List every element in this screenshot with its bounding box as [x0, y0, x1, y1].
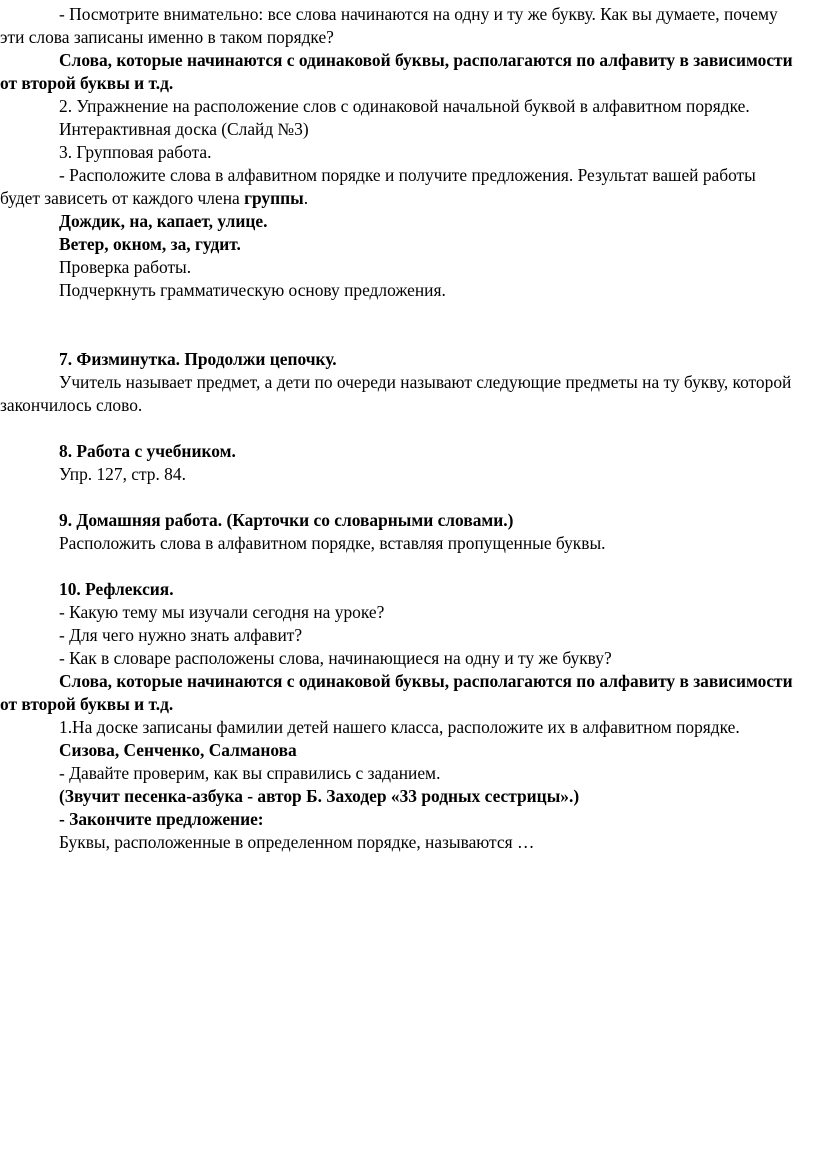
group-task-bold-word: группы [244, 188, 304, 208]
paragraph-rule-alphabet-repeat: Слова, которые начинаются с одинаковой буквы, располагаются по алфавиту в зависимости от второй буквы и т.д. [0, 671, 793, 714]
section-9-text: Расположить слова в алфавитном порядке, вставляя пропущенные буквы. [59, 533, 606, 553]
reflection-question-1: - Какую тему мы изучали сегодня на уроке? [59, 602, 385, 622]
sentence-words-1: Дождик, на, капает, улице. [59, 211, 268, 231]
sentence-words-2: Ветер, окном, за, гудит. [59, 234, 241, 254]
spacer [0, 486, 800, 509]
section-9-title: 9. Домашняя работа. (Карточки со словарными словами.) [59, 510, 514, 530]
paragraph-group-work: 3. Групповая работа. [59, 142, 212, 162]
document-body [0, 3, 800, 854]
paragraph-rule-alphabet: Слова, которые начинаются с одинаковой буквы, располагаются по алфавиту в зависимости от второй буквы и т.д. [0, 50, 793, 93]
paragraph-lets-check: - Давайте проверим, как вы справились с заданием. [59, 763, 441, 783]
section-10-title: 10. Рефлексия. [59, 579, 174, 599]
paragraph-task-surnames: 1.На доске записаны фамилии детей нашего класса, расположите их в алфавитном порядке. [59, 717, 740, 737]
paragraph-group-task [0, 164, 800, 210]
section-8-title: 8. Работа с учебником. [59, 441, 236, 461]
reflection-question-3: - Как в словаре расположены слова, начинающиеся на одну и ту же букву? [59, 648, 612, 668]
paragraph-interactive-board: Интерактивная доска (Слайд №3) [59, 119, 309, 139]
paragraph-underline-basis: Подчеркнуть грамматическую основу предложения. [59, 280, 446, 300]
spacer [0, 555, 800, 578]
paragraph-finish-sentence: - Закончите предложение: [59, 809, 264, 829]
paragraph-song: (Звучит песенка-азбука - автор Б. Заходер «33 родных сестрицы».) [59, 786, 580, 806]
section-7-title: 7. Физминутка. Продолжи цепочку. [59, 349, 337, 369]
paragraph-surnames: Сизова, Сенченко, Салманова [59, 740, 297, 760]
paragraph-check-work: Проверка работы. [59, 257, 192, 277]
reflection-question-2: - Для чего нужно знать алфавит? [59, 625, 303, 645]
section-8-text: Упр. 127, стр. 84. [59, 464, 186, 484]
section-7-text: Учитель называет предмет, а дети по очереди называют следующие предметы на ту букву, которой закончилось слово. [0, 372, 792, 415]
group-task-period: . [303, 188, 309, 208]
spacer [0, 417, 800, 440]
paragraph-question-why-order: - Посмотрите внимательно: все слова начинаются на одну и ту же букву. Как вы думаете, почему эти слова записаны именно в таком порядке? [0, 4, 778, 47]
spacer [0, 302, 800, 348]
paragraph-exercise-2: 2. Упражнение на расположение слов с одинаковой начальной буквой в алфавитном порядке. [59, 96, 750, 116]
group-task-text: - Расположите слова в алфавитном порядке и получите предложения. Результат вашей работы будет зависеть от каждого члена [0, 165, 756, 208]
paragraph-letters-definition: Буквы, расположенные в определенном порядке, называются … [59, 832, 535, 852]
